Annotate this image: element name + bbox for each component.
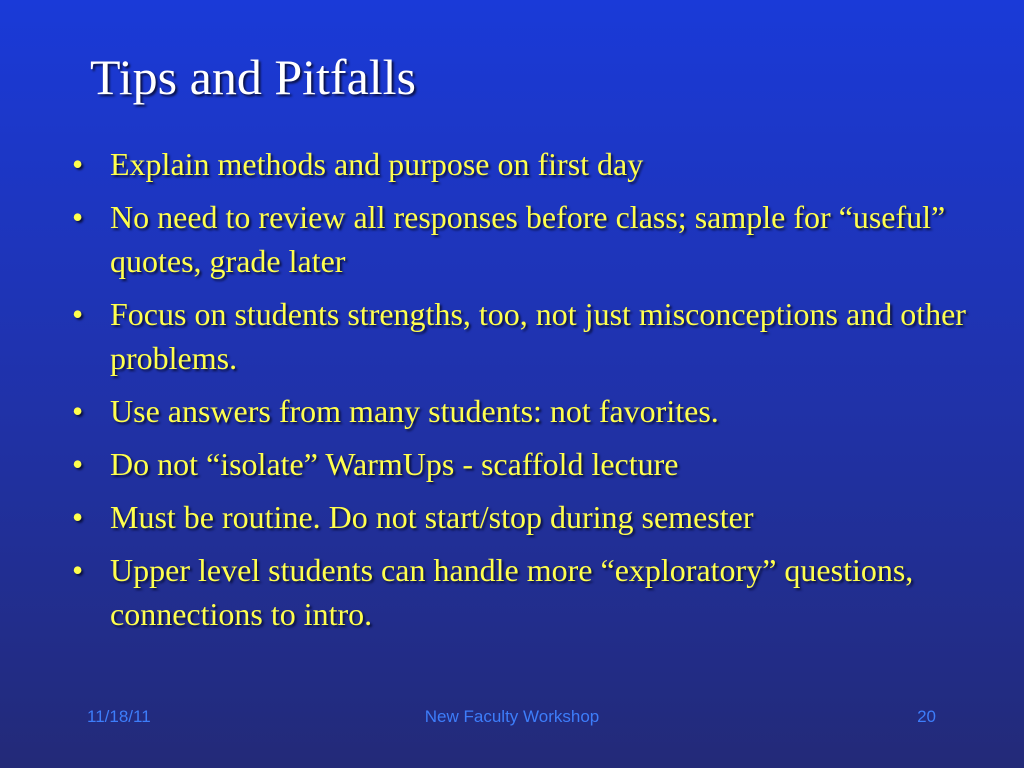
bullet-marker: •	[72, 199, 84, 235]
slide-number: 20	[917, 707, 936, 726]
bullet-item	[70, 292, 970, 380]
bullet-text: Must be routine. Do not start/stop during semester	[110, 499, 754, 535]
footer-title: New Faculty Workshop	[424, 707, 600, 726]
bullet-item	[70, 195, 970, 283]
bullet-item	[70, 389, 970, 433]
bullet-text: Upper level students can handle more “exploratory” questions, connections to intro.	[110, 552, 914, 632]
bullet-marker: •	[72, 552, 84, 588]
bullet-text: Use answers from many students: not favorites.	[110, 393, 719, 429]
bullet-marker: •	[72, 393, 84, 429]
bullet-text: No need to review all responses before class; sample for “useful” quotes, grade later	[110, 199, 946, 279]
bullet-marker: •	[72, 146, 84, 182]
bullet-text: Focus on students strengths, too, not just misconceptions and other problems.	[110, 296, 966, 376]
bullet-marker: •	[72, 446, 84, 482]
bullet-text: Explain methods and purpose on first day	[110, 146, 644, 182]
bullet-item	[70, 142, 970, 186]
bullet-text: Do not “isolate” WarmUps - scaffold lecture	[110, 446, 679, 482]
bullet-item	[70, 548, 970, 636]
bullet-item	[70, 442, 970, 486]
bullet-marker: •	[72, 296, 84, 332]
slide-title: Tips and Pitfalls	[90, 49, 417, 105]
bullet-marker: •	[72, 499, 84, 535]
bullet-item	[70, 495, 970, 539]
footer-date: 11/18/11	[87, 707, 151, 726]
bullet-list	[70, 142, 970, 645]
